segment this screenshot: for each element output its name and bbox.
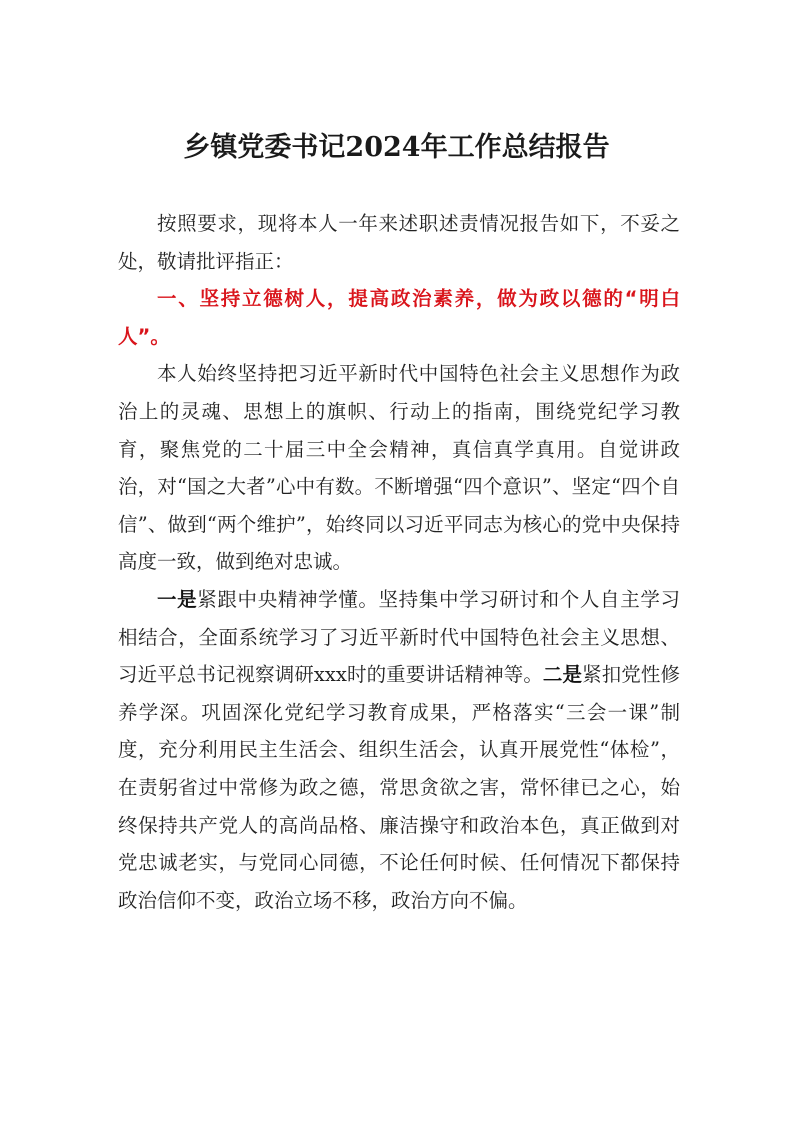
document-body — [118, 205, 680, 919]
point-lead: 二是 — [542, 663, 583, 687]
point-lead: 一是 — [157, 587, 198, 611]
point-text: 紧跟中央精神学懂。坚持集中学习研讨和个人自主学习相结合，全面系统学习了习近平新时代中国特色社会主义思想、习近平总书记视察调研xxx时的重要讲话精神等。 — [118, 587, 680, 687]
body-paragraph-points — [118, 581, 680, 919]
section-heading: 一、坚持立德树人，提高政治素养，做为政以德的“明白人”。 — [118, 287, 680, 348]
body-paragraph: 本人始终坚持把习近平新时代中国特色社会主义思想作为政治上的灵魂、思想上的旗帜、行动上的指南，围绕党纪学习教育，聚焦党的二十届三中全会精神，真信真学真用。自觉讲政治，对“国之大者”心中有数。不断增强“四个意识”、坚定“四个自信”、做到“两个维护”，始终同以习近平同志为核心的党中央保持高度一致，做到绝对忠诚。 — [118, 362, 680, 574]
point-text: 紧扣党性修养学深。巩固深化党纪学习教育成果，严格落实“三会一课”制度，充分利用民主生活会、组织生活会，认真开展党性“体检”，在责躬省过中常修为政之德，常思贪欲之害，常怀律已之心，始终保持共产党人的高尚品格、廉洁操守和政治本色，真正做到对党忠诚老实，与党同心同德，不论任何时候、任何情况下都保持政治信仰不变，政治立场不移，政治方向不偏。 — [118, 663, 680, 912]
intro-paragraph: 按照要求，现将本人一年来述职述责情况报告如下，不妥之处，敬请批评指正： — [118, 212, 680, 273]
document-title: 乡镇党委书记2024年工作总结报告 — [183, 132, 610, 163]
